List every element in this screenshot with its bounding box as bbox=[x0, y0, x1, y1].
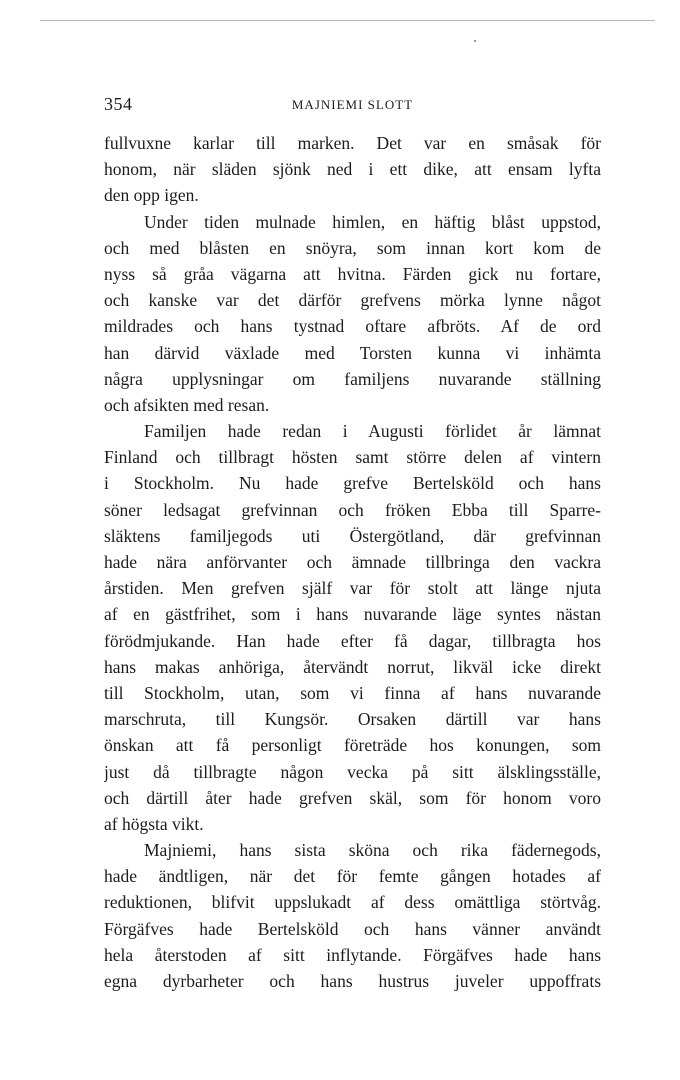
text-line: af högsta vikt. bbox=[104, 813, 204, 834]
text-line: Förgäfves hade Bertelsköld och hans vänner användt bbox=[104, 918, 601, 939]
text-line: honom, när släden sjönk ned i ett dike, att ensam lyfta bbox=[104, 159, 601, 180]
body-text bbox=[104, 130, 601, 994]
text-line: söner ledsagat grefvinnan och fröken Ebba till Sparre- bbox=[104, 499, 601, 520]
text-line: hade ändtligen, när det för femte gången hotades af bbox=[104, 866, 601, 887]
running-title: MAJNIEMI SLOTT bbox=[291, 97, 414, 112]
text-line: Finland och tillbragt hösten samt större delen af vintern bbox=[104, 447, 601, 468]
text-line: fullvuxne karlar till marken. Det var en småsak för bbox=[104, 133, 601, 153]
page-number: 354 bbox=[104, 94, 133, 114]
text-line: Under tiden mulnade himlen, en häftig blåst uppstod, bbox=[144, 211, 601, 232]
text-line: Majniemi, hans sista sköna och rika fädernegods, bbox=[144, 840, 601, 861]
text-line: årstiden. Men grefven själf var för stolt att länge njuta bbox=[104, 578, 601, 599]
text-line: just då tillbragte någon vecka på sitt älsklingsställe, bbox=[104, 761, 601, 782]
text-line: han därvid växlade med Torsten kunna vi inhämta bbox=[104, 342, 601, 363]
text-line: i Stockholm. Nu hade grefve Bertelsköld och hans bbox=[104, 473, 601, 494]
text-line: reduktionen, blifvit uppslukadt af dess omättliga störtvåg. bbox=[104, 892, 601, 913]
text-line: hela återstoden af sitt inflytande. Förgäfves hade hans bbox=[104, 944, 601, 965]
text-line: mildrades och hans tystnad oftare afbröts. Af de ord bbox=[104, 316, 601, 337]
text-line: hade nära anförvanter och ämnade tillbringa den vackra bbox=[104, 552, 601, 572]
text-line: och kanske var det därför grefvens mörka lynne något bbox=[104, 290, 601, 311]
text-line: förödmjukande. Han hade efter få dagar, tillbragta hos bbox=[104, 630, 601, 651]
text-line: den opp igen. bbox=[104, 185, 199, 206]
text-line: till Stockholm, utan, som vi finna af hans nuvarande bbox=[104, 682, 601, 703]
text-line: några upplysningar om familjens nuvarande ställning bbox=[104, 368, 601, 389]
text-line: släktens familjegods uti Östergötland, där grefvinnan bbox=[104, 525, 601, 546]
text-line: nyss så gråa vägarna att hvitna. Färden gick nu fortare, bbox=[104, 263, 601, 284]
text-line: egna dyrbarheter och hans hustrus juveler uppoffrats bbox=[104, 971, 601, 991]
ink-speck bbox=[474, 40, 476, 42]
text-line: och med blåsten en snöyra, som innan kort kom de bbox=[104, 237, 601, 258]
text-line: och afsikten med resan. bbox=[104, 394, 270, 415]
text-line: önskan att få personligt företräde hos konungen, som bbox=[104, 735, 601, 756]
page-header bbox=[104, 94, 601, 118]
text-line: Familjen hade redan i Augusti förlidet år lämnat bbox=[144, 421, 601, 442]
text-line: af en gästfrihet, som i hans nuvarande läge syntes nästan bbox=[104, 604, 601, 625]
text-line: och därtill åter hade grefven skäl, som för honom voro bbox=[104, 787, 601, 808]
top-rule bbox=[40, 20, 655, 21]
text-line: hans makas anhöriga, återvändt norrut, likväl icke direkt bbox=[104, 656, 601, 677]
text-line: marschruta, till Kungsör. Orsaken därtill var hans bbox=[104, 709, 601, 730]
